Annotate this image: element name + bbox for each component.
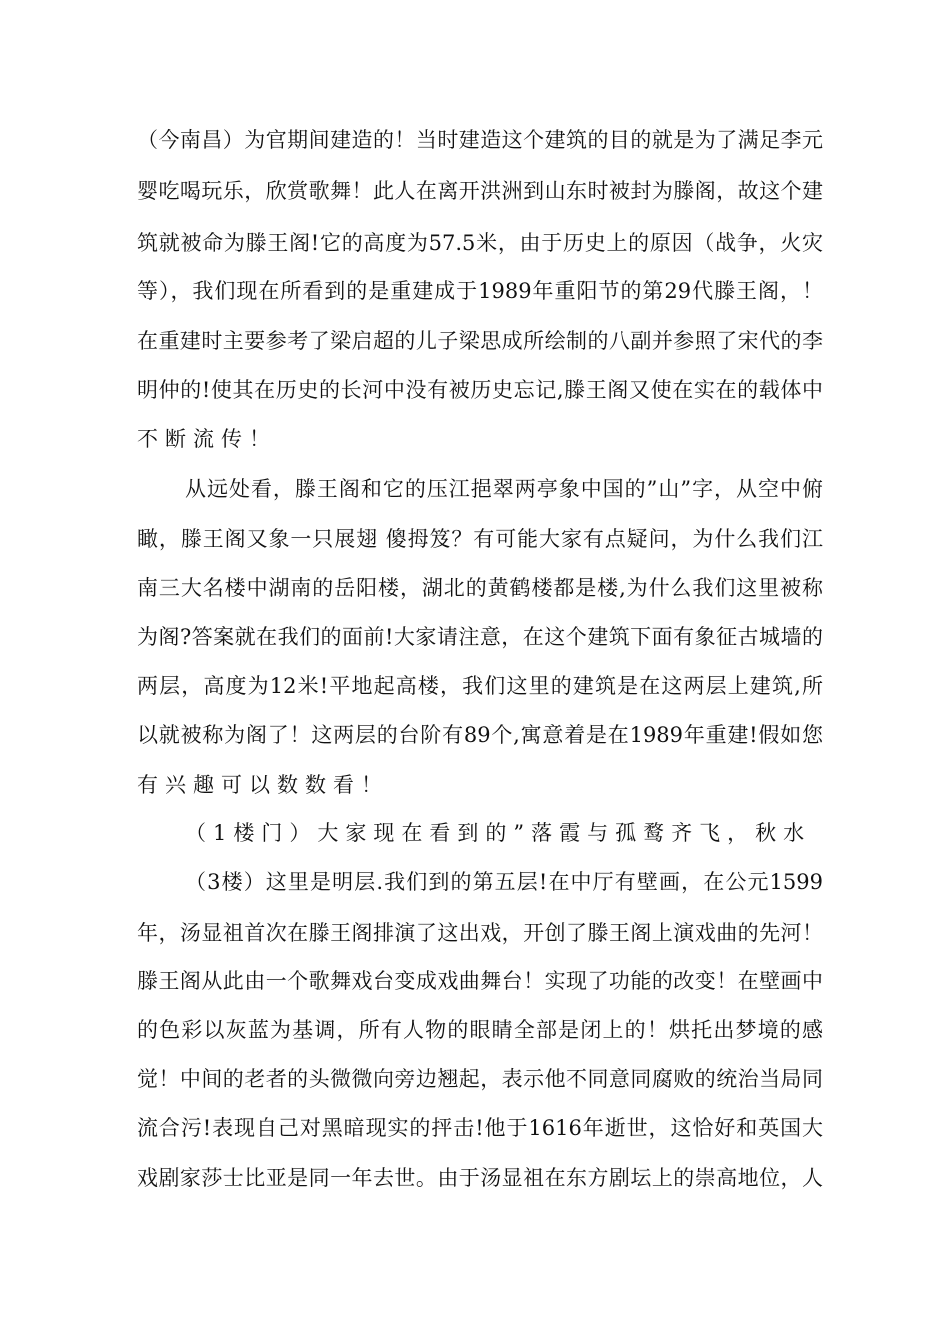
- text-line: 在重建时主要参考了梁启超的儿子梁思成所绘制的八副并参照了宋代的李: [137, 329, 823, 353]
- text-line: 等），我们现在所看到的是重建成于1989年重阳节的第29代滕王阁，！: [137, 279, 823, 303]
- text-line: 有兴趣可以数数看！: [137, 773, 389, 797]
- text-line: 瞰，滕王阁又象一只展翅 傻拇笈？有可能大家有点疑问，为什么我们江: [137, 527, 823, 551]
- text-line: 戏剧家莎士比亚是同一年去世。由于汤显祖在东方剧坛上的崇高地位，人: [137, 1166, 823, 1190]
- text-line: 南三大名楼中湖南的岳阳楼，湖北的黄鹤楼都是楼,为什么我们这里被称: [137, 576, 823, 600]
- text-line: 以就被称为阁了！这两层的台阶有89个,寓意着是在1989年重建!假如您: [137, 723, 823, 747]
- text-line: 不断流传！: [137, 427, 277, 451]
- text-line: 明仲的!使其在历史的长河中没有被历史忘记,滕王阁又使在实在的载体中: [137, 378, 823, 402]
- text-line: （今南昌）为官期间建造的！当时建造这个建筑的目的就是为了满足李元: [137, 128, 823, 152]
- text-line: 从远处看，滕王阁和它的压江挹翠两亭象中国的”山”字，从空中俯: [185, 477, 823, 501]
- text-line: （1楼门）大家现在看到的”落霞与孤鹜齐飞，秋水: [185, 821, 812, 845]
- text-line: 筑就被命为滕王阁!它的高度为57.5米，由于历史上的原因（战争，火灾: [137, 231, 823, 255]
- text-line: 为阁?答案就在我们的面前!大家请注意，在这个建筑下面有象征古城墙的: [137, 625, 823, 649]
- text-line: 婴吃喝玩乐，欣赏歌舞！此人在离开洪洲到山东时被封为滕阁，故这个建: [137, 179, 823, 203]
- text-line: （3楼）这里是明层.我们到的第五层!在中厅有壁画，在公元1599: [185, 870, 823, 894]
- text-line: 两层，高度为12米!平地起高楼，我们这里的建筑是在这两层上建筑,所: [137, 674, 823, 698]
- text-line: 年，汤显祖首次在滕王阁排演了这出戏，开创了滕王阁上演戏曲的先河！: [137, 921, 823, 945]
- text-line: 流合污!表现自己对黑暗现实的抨击!他于1616年逝世，这恰好和英国大: [137, 1116, 823, 1140]
- text-line: 的色彩以灰蓝为基调，所有人物的眼睛全部是闭上的！烘托出梦境的感: [137, 1018, 823, 1042]
- text-line: 觉！中间的老者的头微微向旁边翘起，表示他不同意同腐败的统治当局同: [137, 1067, 823, 1091]
- text-line: 滕王阁从此由一个歌舞戏台变成戏曲舞台！实现了功能的改变！在壁画中: [137, 969, 823, 993]
